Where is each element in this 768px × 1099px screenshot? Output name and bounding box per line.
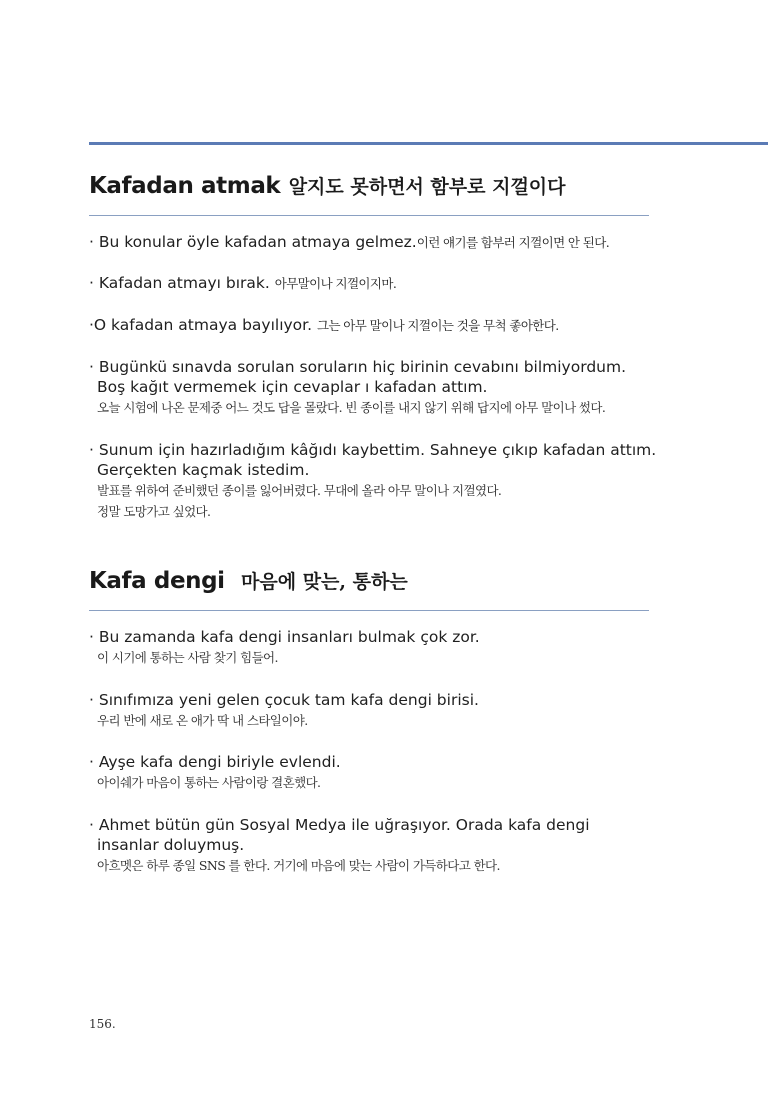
example-tr-line: · Sunum için hazırladığım kâğıdı kaybettim. Sahneye çıkıp kafadan attım. (89, 441, 657, 459)
section-heading (89, 172, 649, 198)
term: Kafa dengi (89, 568, 225, 594)
top-rule (89, 142, 768, 145)
example-item (89, 232, 709, 253)
example-item (89, 315, 709, 336)
example-item (89, 690, 709, 731)
example-item (89, 440, 709, 522)
example-line (89, 232, 709, 253)
example-ko-line: 발표를 위하여 준비했던 종이를 잃어버렸다. 무대에 올라 아무 말이나 지껄였다. (97, 483, 502, 498)
example-ko: 아무말이나 지껄이지마. (274, 276, 397, 291)
example-ko: 이런 얘기를 함부러 지껄이면 안 된다. (416, 235, 610, 250)
example-ko-line: 이 시기에 통하는 사람 찾기 힘들어. (97, 650, 278, 665)
term-meaning: 마음에 맞는, 통하는 (241, 571, 408, 593)
example-tr-line: · Bu zamanda kafa dengi insanları bulmak çok zor. (89, 628, 480, 646)
example-tr-line: · Sınıfımıza yeni gelen çocuk tam kafa dengi birisi. (89, 691, 479, 709)
example-item (89, 357, 709, 418)
page-number: 156. (89, 1017, 116, 1031)
section-rule (89, 215, 649, 216)
example-item (89, 815, 709, 876)
example-tr-line: · Ahmet bütün gün Sosyal Medya ile uğraşıyor. Orada kafa dengi (89, 816, 590, 834)
example-item (89, 273, 709, 294)
example-tr-line: Gerçekten kaçmak istedim. (97, 461, 310, 479)
example-line (89, 315, 709, 336)
term: Kafadan atmak (89, 173, 281, 199)
section-kafa-dengi (89, 567, 649, 873)
example-ko-line: 아흐멧은 하루 종일 SNS 를 한다. 거기에 마음에 맞는 사람이 가득하다고 한다. (97, 858, 500, 873)
example-tr: ·O kafadan atmaya bayılıyor. (89, 316, 313, 334)
example-item (89, 752, 709, 793)
example-line (89, 273, 709, 294)
example-tr: · Kafadan atmayı bırak. (89, 274, 270, 292)
example-ko-line: 오늘 시험에 나온 문제중 어느 것도 답을 몰랐다. 빈 종이를 내지 않기 위해 답지에 아무 말이나 썼다. (97, 400, 606, 415)
example-ko-line: 우리 반에 새로 온 애가 딱 내 스타일이야. (97, 713, 308, 728)
term-meaning: 알지도 못하면서 함부로 지껄이다 (288, 176, 566, 198)
section-heading (89, 567, 649, 593)
example-tr: · Bu konular öyle kafadan atmaya gelmez. (89, 233, 417, 251)
example-tr-line: insanlar doluymuş. (97, 836, 245, 854)
example-ko-line: 아이쉐가 마음이 통하는 사람이랑 결혼했다. (97, 775, 321, 790)
example-tr-line: · Ayşe kafa dengi biriyle evlendi. (89, 753, 341, 771)
example-tr-line: · Bugünkü sınavda sorulan soruların hiç birinin cevabını bilmiyordum. (89, 358, 627, 376)
example-ko-line: 정말 도망가고 싶었다. (97, 504, 211, 519)
section-kafadan-atmak (89, 172, 657, 519)
example-item (89, 627, 709, 668)
section-rule (89, 610, 649, 611)
example-ko: 그는 아무 말이나 지껄이는 것을 무척 좋아한다. (316, 318, 559, 333)
example-tr-line: Boş kağıt vermemek için cevaplar ı kafadan attım. (97, 378, 488, 396)
